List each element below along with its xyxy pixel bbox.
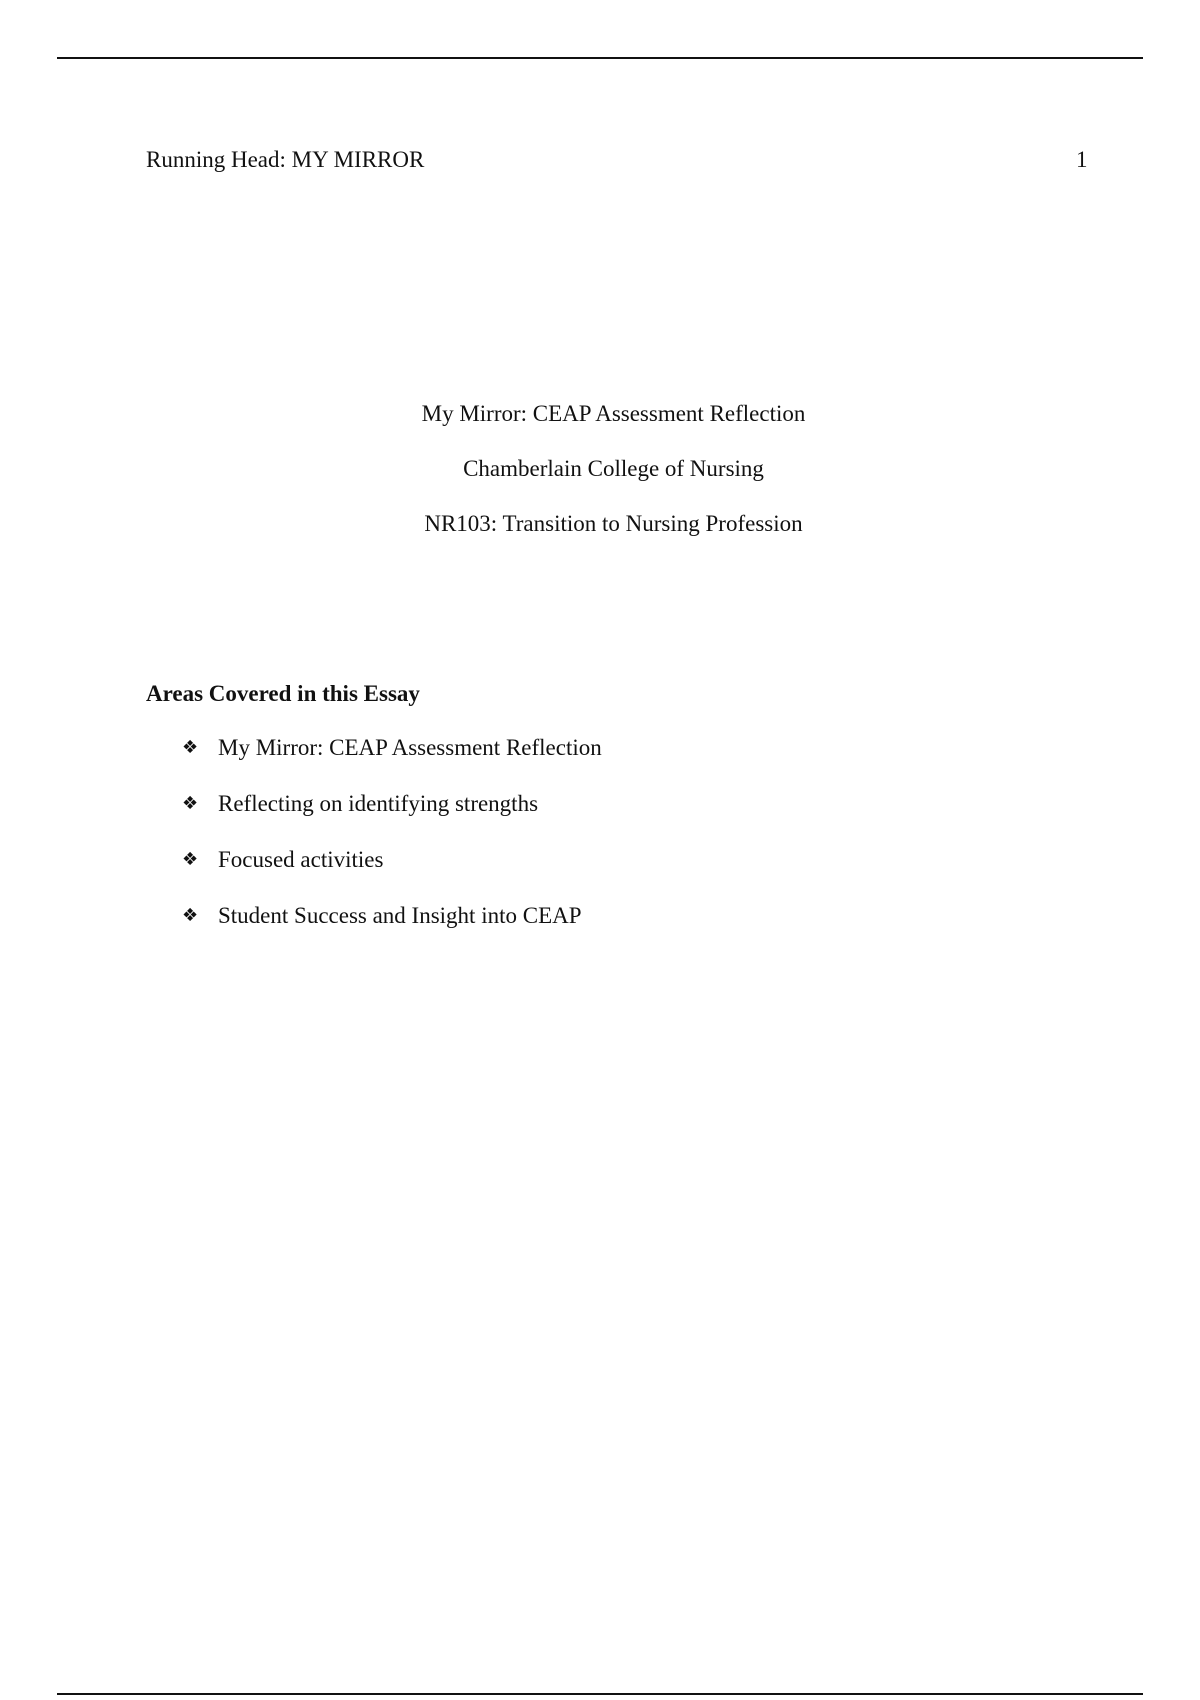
list-item-text: My Mirror: CEAP Assessment Reflection: [218, 735, 602, 760]
institution-name: Chamberlain College of Nursing: [463, 456, 764, 481]
areas-list: [182, 734, 602, 958]
paper-title: My Mirror: CEAP Assessment Reflection: [421, 401, 806, 426]
list-item-text: Focused activities: [218, 847, 384, 872]
list-item: [182, 846, 602, 874]
course-name: NR103: Transition to Nursing Profession: [424, 511, 803, 536]
areas-heading: Areas Covered in this Essay: [146, 681, 420, 706]
four-diamond-bullet-icon: ❖: [182, 793, 199, 814]
bottom-border-line: [57, 1693, 1143, 1695]
title-block: [146, 400, 1081, 565]
list-item-text: Student Success and Insight into CEAP: [218, 903, 582, 928]
four-diamond-bullet-icon: ❖: [182, 905, 199, 926]
top-border-line: [57, 57, 1143, 59]
list-item: [182, 734, 602, 762]
list-item: [182, 790, 602, 818]
four-diamond-bullet-icon: ❖: [182, 737, 199, 758]
list-item-text: Reflecting on identifying strengths: [218, 791, 539, 816]
running-head: Running Head: MY MIRROR: [146, 147, 425, 172]
page-number: 1: [1076, 147, 1088, 172]
four-diamond-bullet-icon: ❖: [182, 849, 199, 870]
list-item: [182, 902, 602, 930]
